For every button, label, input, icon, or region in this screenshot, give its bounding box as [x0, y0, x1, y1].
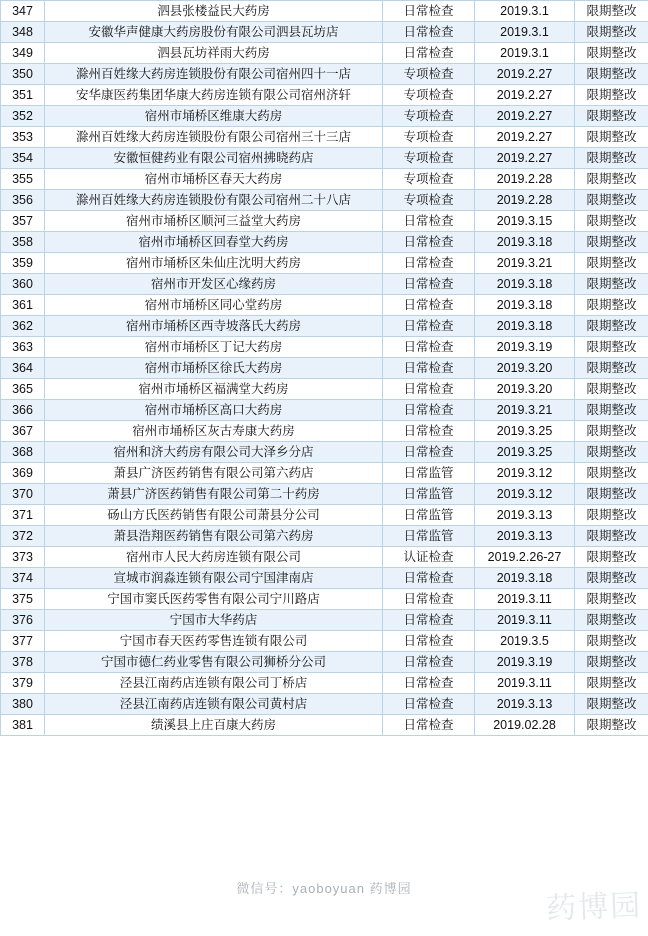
inspection-date: 2019.3.18 — [475, 568, 575, 589]
inspection-type: 日常监管 — [383, 505, 475, 526]
inspection-date: 2019.3.19 — [475, 652, 575, 673]
entity-name: 安徽恒健药业有限公司宿州拂晓药店 — [45, 148, 383, 169]
handling-result: 限期整改 — [575, 484, 648, 505]
row-index: 365 — [1, 379, 45, 400]
table-row — [1, 673, 648, 694]
inspection-type: 专项检查 — [383, 148, 475, 169]
table-row — [1, 211, 648, 232]
entity-name: 宿州市埇桥区高口大药房 — [45, 400, 383, 421]
row-index: 357 — [1, 211, 45, 232]
handling-result: 限期整改 — [575, 715, 648, 736]
table-row — [1, 505, 648, 526]
entity-name: 滁州百姓缘大药房连锁股份有限公司宿州三十三店 — [45, 127, 383, 148]
table-row — [1, 526, 648, 547]
inspection-date: 2019.2.28 — [475, 169, 575, 190]
handling-result: 限期整改 — [575, 547, 648, 568]
inspection-date: 2019.3.12 — [475, 484, 575, 505]
row-index: 364 — [1, 358, 45, 379]
table-row — [1, 610, 648, 631]
row-index: 348 — [1, 22, 45, 43]
row-index: 377 — [1, 631, 45, 652]
table-row — [1, 43, 648, 64]
inspection-type: 专项检查 — [383, 190, 475, 211]
entity-name: 宿州市埇桥区丁记大药房 — [45, 337, 383, 358]
handling-result: 限期整改 — [575, 358, 648, 379]
row-index: 369 — [1, 463, 45, 484]
handling-result: 限期整改 — [575, 337, 648, 358]
entity-name: 宿州市埇桥区朱仙庄沈明大药房 — [45, 253, 383, 274]
watermark-text: 微信号：yaoboyuan 药博园 — [236, 880, 412, 896]
row-index: 376 — [1, 610, 45, 631]
inspection-date: 2019.3.1 — [475, 1, 575, 22]
entity-name: 宿州市埇桥区维康大药房 — [45, 106, 383, 127]
inspection-type: 日常检查 — [383, 337, 475, 358]
inspection-type: 日常检查 — [383, 358, 475, 379]
inspection-type: 日常检查 — [383, 652, 475, 673]
entity-name: 泾县江南药店连锁有限公司丁桥店 — [45, 673, 383, 694]
table-row — [1, 484, 648, 505]
table-row — [1, 127, 648, 148]
handling-result: 限期整改 — [575, 652, 648, 673]
row-index: 361 — [1, 295, 45, 316]
handling-result: 限期整改 — [575, 253, 648, 274]
handling-result: 限期整改 — [575, 274, 648, 295]
handling-result: 限期整改 — [575, 505, 648, 526]
watermark-large-text: 药博园 — [545, 889, 643, 926]
table-row — [1, 64, 648, 85]
inspection-type: 日常检查 — [383, 232, 475, 253]
table-row — [1, 442, 648, 463]
table-row — [1, 421, 648, 442]
row-index: 355 — [1, 169, 45, 190]
inspection-type: 日常检查 — [383, 43, 475, 64]
entity-name: 滁州百姓缘大药房连锁股份有限公司宿州四十一店 — [45, 64, 383, 85]
entity-name: 宿州市埇桥区同心堂药房 — [45, 295, 383, 316]
handling-result: 限期整改 — [575, 421, 648, 442]
handling-result: 限期整改 — [575, 694, 648, 715]
row-index: 381 — [1, 715, 45, 736]
table-row — [1, 22, 648, 43]
inspection-type: 日常检查 — [383, 295, 475, 316]
row-index: 349 — [1, 43, 45, 64]
entity-name: 宿州市埇桥区回春堂大药房 — [45, 232, 383, 253]
table-row — [1, 190, 648, 211]
inspection-date: 2019.3.11 — [475, 589, 575, 610]
inspection-date: 2019.3.21 — [475, 400, 575, 421]
entity-name: 萧县浩翔医药销售有限公司第六药房 — [45, 526, 383, 547]
entity-name: 宿州市埇桥区灰古寿康大药房 — [45, 421, 383, 442]
entity-name: 宁国市春天医药零售连锁有限公司 — [45, 631, 383, 652]
handling-result: 限期整改 — [575, 379, 648, 400]
inspection-date: 2019.3.25 — [475, 442, 575, 463]
handling-result: 限期整改 — [575, 316, 648, 337]
inspection-type: 日常检查 — [383, 589, 475, 610]
handling-result: 限期整改 — [575, 400, 648, 421]
inspection-date: 2019.3.11 — [475, 673, 575, 694]
handling-result: 限期整改 — [575, 673, 648, 694]
row-index: 371 — [1, 505, 45, 526]
handling-result: 限期整改 — [575, 127, 648, 148]
table-row — [1, 253, 648, 274]
entity-name: 砀山方氏医药销售有限公司萧县分公司 — [45, 505, 383, 526]
inspection-type: 日常检查 — [383, 715, 475, 736]
row-index: 353 — [1, 127, 45, 148]
inspection-date: 2019.3.13 — [475, 505, 575, 526]
handling-result: 限期整改 — [575, 631, 648, 652]
row-index: 367 — [1, 421, 45, 442]
watermark-overlay — [0, 864, 648, 910]
handling-result: 限期整改 — [575, 211, 648, 232]
handling-result: 限期整改 — [575, 463, 648, 484]
entity-name: 泗县张楼益民大药房 — [45, 1, 383, 22]
table-row — [1, 1, 648, 22]
row-index: 350 — [1, 64, 45, 85]
inspection-type: 日常检查 — [383, 673, 475, 694]
inspection-date: 2019.3.18 — [475, 316, 575, 337]
table-row — [1, 568, 648, 589]
row-index: 372 — [1, 526, 45, 547]
handling-result: 限期整改 — [575, 232, 648, 253]
handling-result: 限期整改 — [575, 169, 648, 190]
entity-name: 宿州市埇桥区西寺坡落氏大药房 — [45, 316, 383, 337]
inspection-date: 2019.3.15 — [475, 211, 575, 232]
row-index: 358 — [1, 232, 45, 253]
handling-result: 限期整改 — [575, 589, 648, 610]
table-row — [1, 316, 648, 337]
entity-name: 安华康医药集团华康大药房连锁有限公司宿州济轩 — [45, 85, 383, 106]
inspection-type: 专项检查 — [383, 127, 475, 148]
inspection-type: 日常监管 — [383, 484, 475, 505]
inspection-date: 2019.3.11 — [475, 610, 575, 631]
entity-name: 宿州市埇桥区春天大药房 — [45, 169, 383, 190]
row-index: 366 — [1, 400, 45, 421]
entity-name: 宿州市埇桥区顺河三益堂大药房 — [45, 211, 383, 232]
inspection-type: 专项检查 — [383, 64, 475, 85]
handling-result: 限期整改 — [575, 295, 648, 316]
table-row — [1, 463, 648, 484]
entity-name: 泗县瓦坊祥雨大药房 — [45, 43, 383, 64]
entity-name: 绩溪县上庄百康大药房 — [45, 715, 383, 736]
handling-result: 限期整改 — [575, 568, 648, 589]
row-index: 375 — [1, 589, 45, 610]
inspection-type: 专项检查 — [383, 106, 475, 127]
row-index: 359 — [1, 253, 45, 274]
inspection-date: 2019.3.25 — [475, 421, 575, 442]
inspection-date: 2019.3.18 — [475, 274, 575, 295]
row-index: 368 — [1, 442, 45, 463]
inspection-date: 2019.3.19 — [475, 337, 575, 358]
handling-result: 限期整改 — [575, 190, 648, 211]
entity-name: 宁国市德仁药业零售有限公司狮桥分公司 — [45, 652, 383, 673]
inspection-type: 日常检查 — [383, 610, 475, 631]
entity-name: 宿州市人民大药房连锁有限公司 — [45, 547, 383, 568]
handling-result: 限期整改 — [575, 610, 648, 631]
inspection-date: 2019.3.5 — [475, 631, 575, 652]
table-row — [1, 295, 648, 316]
entity-name: 宿州和济大药房有限公司大泽乡分店 — [45, 442, 383, 463]
inspection-date: 2019.2.27 — [475, 64, 575, 85]
inspection-date: 2019.3.1 — [475, 43, 575, 64]
inspection-type: 日常检查 — [383, 400, 475, 421]
inspection-date: 2019.2.27 — [475, 148, 575, 169]
inspection-type: 日常检查 — [383, 211, 475, 232]
handling-result: 限期整改 — [575, 442, 648, 463]
entity-name: 宿州市开发区心缘药房 — [45, 274, 383, 295]
table-row — [1, 694, 648, 715]
row-index: 370 — [1, 484, 45, 505]
inspection-date: 2019.2.26-27 — [475, 547, 575, 568]
inspection-date: 2019.2.27 — [475, 127, 575, 148]
entity-name: 滁州百姓缘大药房连锁股份有限公司宿州二十八店 — [45, 190, 383, 211]
inspection-type: 日常检查 — [383, 568, 475, 589]
inspection-date: 2019.3.20 — [475, 358, 575, 379]
inspection-date: 2019.3.20 — [475, 379, 575, 400]
row-index: 378 — [1, 652, 45, 673]
entity-name: 安徽华声健康大药房股份有限公司泗县瓦坊店 — [45, 22, 383, 43]
inspection-date: 2019.3.21 — [475, 253, 575, 274]
table-row — [1, 358, 648, 379]
inspection-type: 日常监管 — [383, 463, 475, 484]
entity-name: 泾县江南药店连锁有限公司黄村店 — [45, 694, 383, 715]
table-body — [1, 1, 648, 736]
entity-name: 宿州市埇桥区福满堂大药房 — [45, 379, 383, 400]
handling-result: 限期整改 — [575, 526, 648, 547]
handling-result: 限期整改 — [575, 64, 648, 85]
inspection-date: 2019.2.27 — [475, 85, 575, 106]
inspection-date: 2019.2.27 — [475, 106, 575, 127]
inspection-date: 2019.3.12 — [475, 463, 575, 484]
inspection-type: 日常检查 — [383, 316, 475, 337]
table-row — [1, 400, 648, 421]
table-row — [1, 589, 648, 610]
inspection-type: 日常检查 — [383, 1, 475, 22]
table-row — [1, 106, 648, 127]
entity-name: 宣城市润淼连锁有限公司宁国津南店 — [45, 568, 383, 589]
table-row — [1, 379, 648, 400]
inspection-date: 2019.3.1 — [475, 22, 575, 43]
inspection-type: 日常检查 — [383, 631, 475, 652]
inspection-type: 日常检查 — [383, 253, 475, 274]
entity-name: 萧县广济医药销售有限公司第六药店 — [45, 463, 383, 484]
row-index: 374 — [1, 568, 45, 589]
table-row — [1, 715, 648, 736]
table-row — [1, 652, 648, 673]
inspection-date: 2019.2.28 — [475, 190, 575, 211]
table-row — [1, 547, 648, 568]
inspection-type: 日常检查 — [383, 274, 475, 295]
table-row — [1, 169, 648, 190]
handling-result: 限期整改 — [575, 148, 648, 169]
inspection-date: 2019.02.28 — [475, 715, 575, 736]
row-index: 379 — [1, 673, 45, 694]
row-index: 347 — [1, 1, 45, 22]
row-index: 360 — [1, 274, 45, 295]
inspection-type: 日常检查 — [383, 442, 475, 463]
table-row — [1, 232, 648, 253]
inspection-type: 日常检查 — [383, 421, 475, 442]
entity-name: 宁国市窦氏医药零售有限公司宁川路店 — [45, 589, 383, 610]
inspection-type: 专项检查 — [383, 169, 475, 190]
handling-result: 限期整改 — [575, 43, 648, 64]
inspection-date: 2019.3.13 — [475, 526, 575, 547]
table-row — [1, 85, 648, 106]
row-index: 356 — [1, 190, 45, 211]
row-index: 352 — [1, 106, 45, 127]
handling-result: 限期整改 — [575, 85, 648, 106]
row-index: 380 — [1, 694, 45, 715]
row-index: 362 — [1, 316, 45, 337]
inspection-type: 日常检查 — [383, 694, 475, 715]
inspection-type: 认证检查 — [383, 547, 475, 568]
handling-result: 限期整改 — [575, 1, 648, 22]
inspection-type: 专项检查 — [383, 85, 475, 106]
row-index: 351 — [1, 85, 45, 106]
inspection-date: 2019.3.18 — [475, 295, 575, 316]
inspection-type: 日常检查 — [383, 22, 475, 43]
table-row — [1, 631, 648, 652]
entity-name: 宿州市埇桥区徐氏大药房 — [45, 358, 383, 379]
row-index: 354 — [1, 148, 45, 169]
table-row — [1, 337, 648, 358]
handling-result: 限期整改 — [575, 106, 648, 127]
row-index: 373 — [1, 547, 45, 568]
inspection-date: 2019.3.13 — [475, 694, 575, 715]
entity-name: 宁国市大华药店 — [45, 610, 383, 631]
entity-name: 萧县广济医药销售有限公司第二十药房 — [45, 484, 383, 505]
inspection-type: 日常监管 — [383, 526, 475, 547]
handling-result: 限期整改 — [575, 22, 648, 43]
row-index: 363 — [1, 337, 45, 358]
table-row — [1, 148, 648, 169]
table-row — [1, 274, 648, 295]
inspection-date: 2019.3.18 — [475, 232, 575, 253]
inspection-type: 日常检查 — [383, 379, 475, 400]
